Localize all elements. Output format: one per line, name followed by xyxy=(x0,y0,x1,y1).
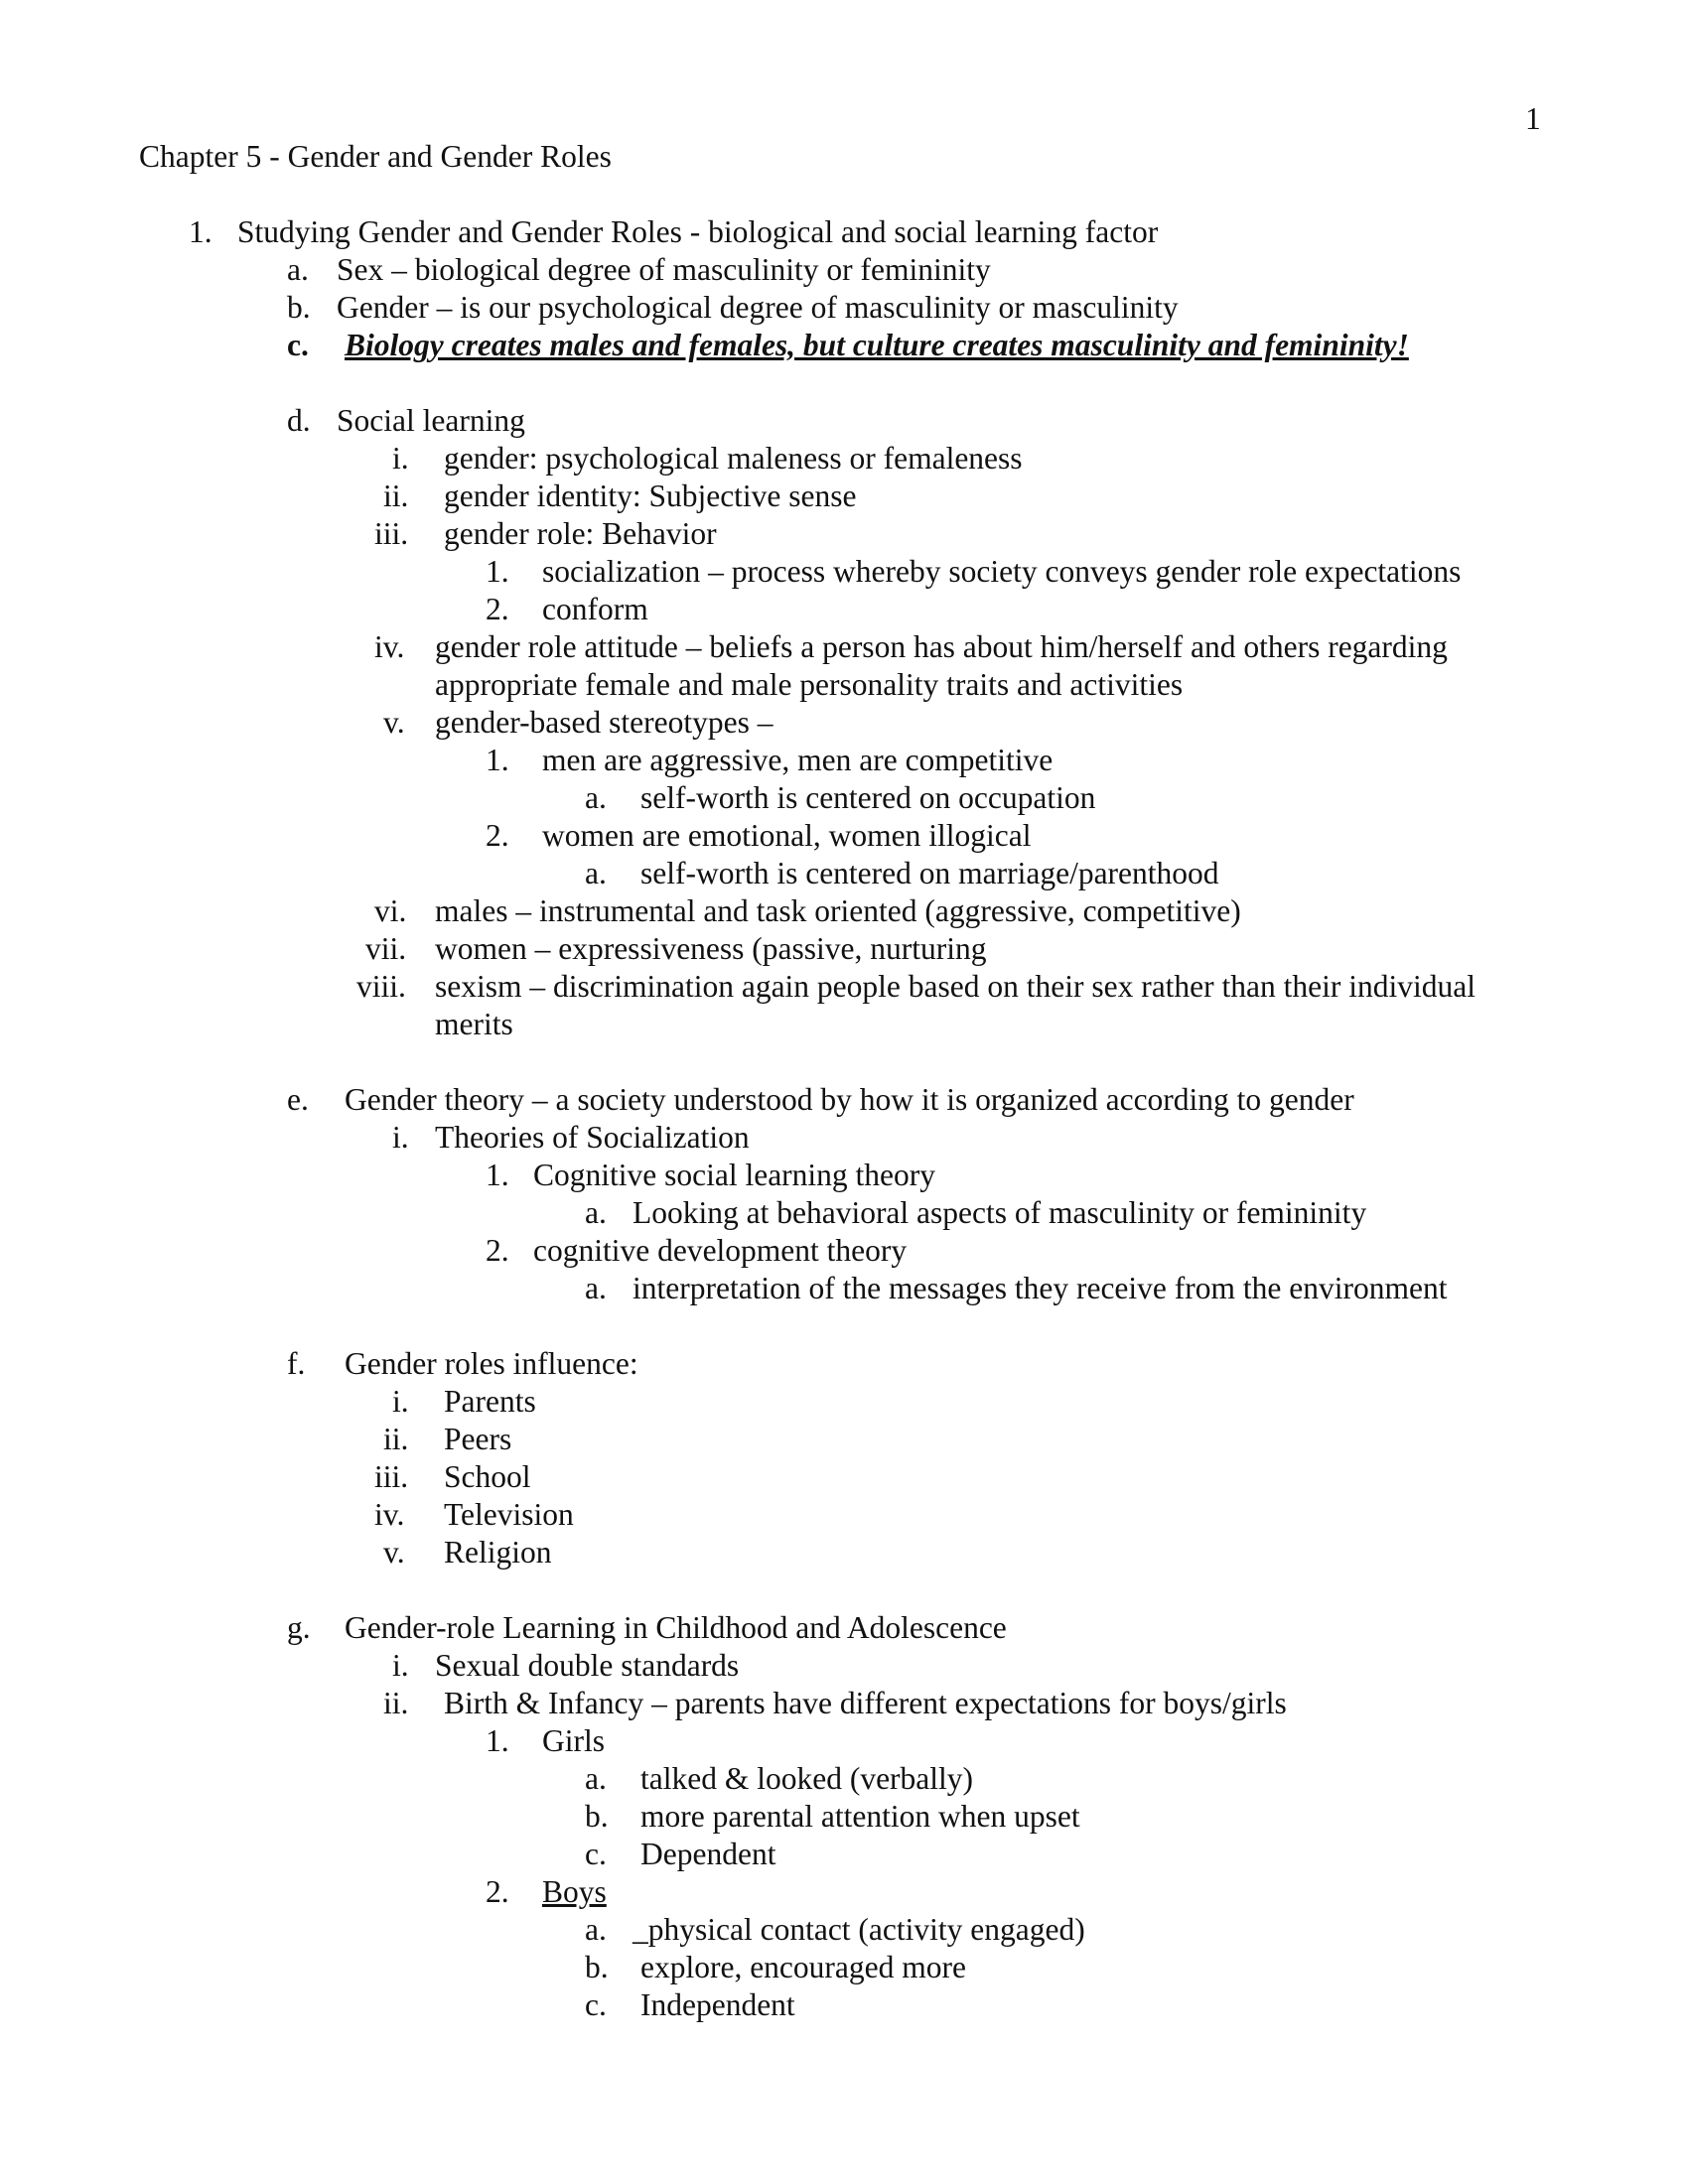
outline-marker: ii. xyxy=(383,1686,409,1720)
outline-marker: a. xyxy=(287,252,309,287)
outline-marker: viii. xyxy=(356,969,406,1004)
outline-text: interpretation of the messages they receive from the environment xyxy=(633,1271,1448,1305)
outline-marker: 2. xyxy=(486,592,509,626)
outline-marker: 1. xyxy=(486,554,509,589)
outline-marker: 1. xyxy=(189,214,212,249)
outline-text: Parents xyxy=(444,1384,536,1419)
outline-marker: iv. xyxy=(374,1497,405,1532)
outline-text: gender role: Behavior xyxy=(444,516,717,551)
outline-marker: b. xyxy=(585,1950,609,1984)
outline-text: Gender – is our psychological degree of masculinity or masculinity xyxy=(337,290,1179,325)
outline-marker: 1. xyxy=(486,743,509,777)
outline-text: talked & looked (verbally) xyxy=(640,1761,974,1796)
outline-text: Gender roles influence: xyxy=(345,1346,638,1381)
outline-marker: vii. xyxy=(365,931,407,966)
outline-text: self-worth is centered on marriage/parenthood xyxy=(640,856,1219,890)
outline-text: Cognitive social learning theory xyxy=(533,1158,936,1192)
outline-text: Gender-role Learning in Childhood and Adolescence xyxy=(345,1610,1007,1645)
outline-marker: 2. xyxy=(486,818,509,853)
outline-marker: vi. xyxy=(374,893,407,928)
outline-text: School xyxy=(444,1459,531,1494)
outline-text: Studying Gender and Gender Roles - biological and social learning factor xyxy=(237,214,1159,249)
outline-marker: 2. xyxy=(486,1233,509,1268)
outline-marker: f. xyxy=(287,1346,306,1381)
outline-text: gender: psychological maleness or femaleness xyxy=(444,441,1023,476)
outline-marker: 1. xyxy=(486,1723,509,1758)
outline-marker: iii. xyxy=(374,1459,409,1494)
outline-marker: ii. xyxy=(383,1422,409,1456)
outline-marker: a. xyxy=(585,1912,607,1947)
outline-text: women are emotional, women illogical xyxy=(542,818,1032,853)
outline-marker: v. xyxy=(383,1535,405,1570)
outline-marker: iii. xyxy=(374,516,409,551)
outline-marker: a. xyxy=(585,1271,607,1305)
outline-text: cognitive development theory xyxy=(533,1233,908,1268)
outline-text-continuation: merits xyxy=(435,1007,513,1041)
outline-text: Sex – biological degree of masculinity or femininity xyxy=(337,252,991,287)
outline-text: gender-based stereotypes – xyxy=(435,705,774,740)
outline-marker: i. xyxy=(392,1384,409,1419)
outline-marker: a. xyxy=(585,1195,607,1230)
outline-text: Independent xyxy=(640,1987,795,2022)
outline-marker: a. xyxy=(585,780,607,815)
outline-marker: ii. xyxy=(383,478,409,513)
outline-marker: b. xyxy=(585,1799,609,1834)
outline-marker: c. xyxy=(585,1987,607,2022)
outline-marker: v. xyxy=(383,705,405,740)
outline-text: Religion xyxy=(444,1535,552,1570)
outline-text: males – instrumental and task oriented (aggressive, competitive) xyxy=(435,893,1241,928)
outline-text: Boys xyxy=(542,1874,607,1909)
outline-marker: i. xyxy=(392,441,409,476)
outline-text: sexism – discrimination again people based on their sex rather than their individual xyxy=(435,969,1476,1004)
outline-marker: i. xyxy=(392,1648,409,1683)
outline-marker: 2. xyxy=(486,1874,509,1909)
outline-text: _physical contact (activity engaged) xyxy=(633,1912,1085,1947)
outline-text: Sexual double standards xyxy=(435,1648,740,1683)
outline-text: Peers xyxy=(444,1422,512,1456)
outline-text: Girls xyxy=(542,1723,605,1758)
outline-text: women – expressiveness (passive, nurturing xyxy=(435,931,987,966)
outline-marker: i. xyxy=(392,1120,409,1155)
outline-text: conform xyxy=(542,592,648,626)
outline-marker: e. xyxy=(287,1082,309,1117)
page-number: 1 xyxy=(1525,101,1541,136)
outline-marker: a. xyxy=(585,856,607,890)
outline-text: Gender theory – a society understood by how it is organized according to gender xyxy=(345,1082,1354,1117)
outline-text: socialization – process whereby society conveys gender role expectations xyxy=(542,554,1462,589)
outline-text: Birth & Infancy – parents have different expectations for boys/girls xyxy=(444,1686,1287,1720)
outline-text: Looking at behavioral aspects of masculinity or femininity xyxy=(633,1195,1367,1230)
outline-marker: c. xyxy=(287,328,309,362)
outline-text: gender identity: Subjective sense xyxy=(444,478,857,513)
outline-marker: 1. xyxy=(486,1158,509,1192)
outline-marker: iv. xyxy=(374,629,405,664)
outline-text: Dependent xyxy=(640,1837,776,1871)
outline-text: self-worth is centered on occupation xyxy=(640,780,1096,815)
outline-text: Social learning xyxy=(337,403,525,438)
outline-marker: d. xyxy=(287,403,311,438)
outline-marker: a. xyxy=(585,1761,607,1796)
outline-marker: g. xyxy=(287,1610,311,1645)
outline-text: more parental attention when upset xyxy=(640,1799,1080,1834)
outline-marker: b. xyxy=(287,290,311,325)
outline-text: explore, encouraged more xyxy=(640,1950,966,1984)
chapter-title: Chapter 5 - Gender and Gender Roles xyxy=(139,139,612,174)
outline-text: men are aggressive, men are competitive xyxy=(542,743,1054,777)
outline-text-continuation: appropriate female and male personality traits and activities xyxy=(435,667,1184,702)
outline-text: Theories of Socialization xyxy=(435,1120,750,1155)
outline-text: Biology creates males and females, but culture creates masculinity and femininity! xyxy=(345,328,1409,362)
outline-text: gender role attitude – beliefs a person has about him/herself and others regarding xyxy=(435,629,1448,664)
outline-text: Television xyxy=(444,1497,574,1532)
outline-marker: c. xyxy=(585,1837,607,1871)
